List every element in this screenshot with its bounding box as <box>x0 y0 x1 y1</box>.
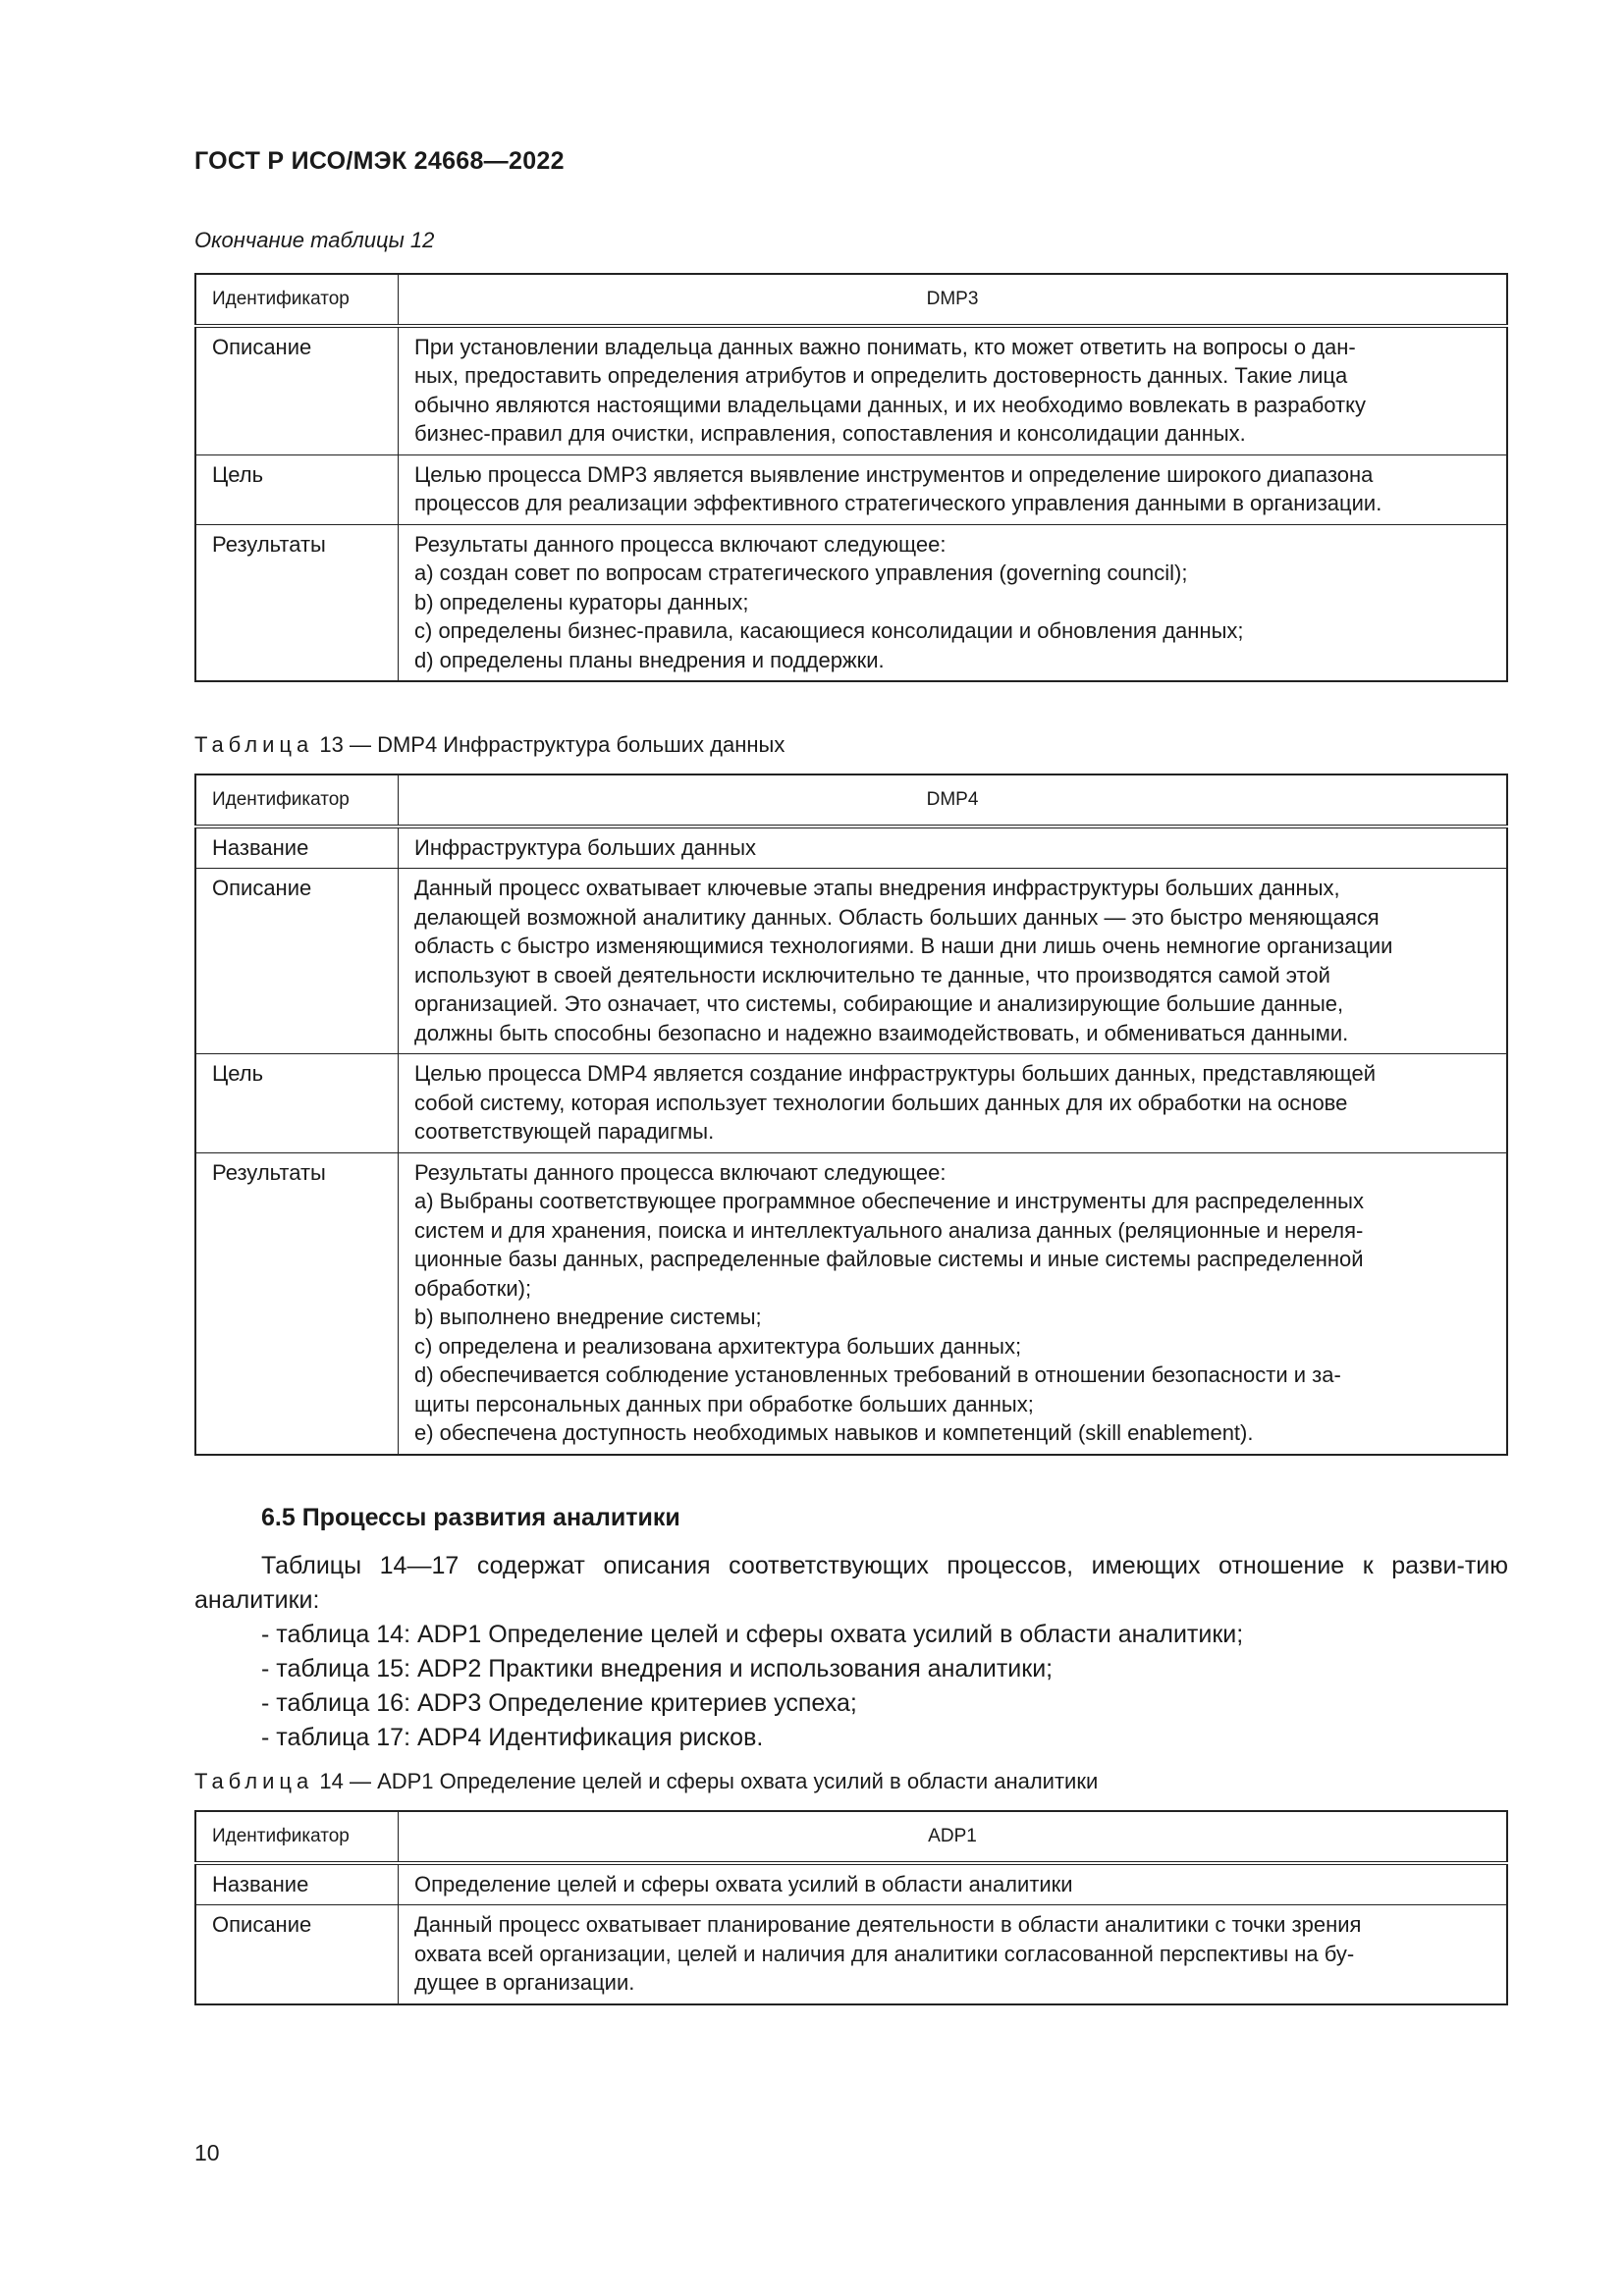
table-row <box>195 1905 1507 2004</box>
row-label: Результаты <box>195 1152 399 1455</box>
text-line: Результаты данного процесса включают следующее: <box>414 1159 947 1185</box>
table-14-caption <box>194 1769 1098 1794</box>
text-line: При установлении владельца данных важно понимать, кто может ответить на вопросы о дан- <box>414 334 1356 359</box>
row-value <box>399 454 1508 524</box>
text-line: используют в своей деятельности исключительно те данные, что производятся самой этой <box>414 962 1330 988</box>
row-label: Название <box>195 827 399 869</box>
text-line: c) определена и реализована архитектура больших данных; <box>414 1333 1022 1359</box>
text-line: a) создан совет по вопросам стратегического управления (governing council); <box>414 561 1188 585</box>
table-row <box>195 1863 1507 1905</box>
table-12-continuation-caption: Окончание таблицы 12 <box>194 228 435 252</box>
caption-word: Таблица <box>194 1769 314 1793</box>
text-line: щиты персональных данных при обработке больших данных; <box>414 1391 1034 1416</box>
list-item: - таблица 16: ADP3 Определение критериев успеха; <box>261 1689 857 1717</box>
row-value <box>399 1054 1508 1153</box>
text-line: a) Выбраны соответствующее программное обеспечение и инструменты для распределенных <box>414 1189 1364 1213</box>
caption-word: Таблица <box>194 732 314 757</box>
section-paragraph: Таблицы 14—17 содержат описания соответствующих процессов, имеющих отношение к разви-тию аналитики: <box>194 1552 1508 1614</box>
table-row <box>195 827 1507 869</box>
text-line: d) обеспечивается соблюдение установленных требований в отношении безопасности и за- <box>414 1362 1341 1387</box>
page-number: 10 <box>194 2140 220 2165</box>
caption-text: 13 — DMP4 Инфраструктура больших данных <box>313 732 785 757</box>
row-value <box>399 869 1508 1054</box>
row-value <box>399 524 1508 681</box>
table-12 <box>194 273 1508 682</box>
table-row <box>195 1054 1507 1153</box>
row-label: Цель <box>195 1054 399 1153</box>
row-value <box>399 1863 1508 1905</box>
table-list <box>261 1618 1243 1755</box>
row-label: Описание <box>195 869 399 1054</box>
row-label: Результаты <box>195 524 399 681</box>
table-header-row <box>195 774 1507 827</box>
table-14 <box>194 1810 1508 2005</box>
row-value <box>399 326 1508 455</box>
text-line: соответствующей парадигмы. <box>414 1119 715 1144</box>
table-header-row <box>195 1811 1507 1863</box>
row-label: Описание <box>195 1905 399 2004</box>
text-line: делающей возможной аналитику данных. Область больших данных — это быстро меняющаяся <box>414 904 1380 930</box>
id-value: DMP3 <box>399 274 1508 326</box>
table-13-caption <box>194 732 785 758</box>
row-label: Название <box>195 1863 399 1905</box>
text-line: должны быть способны безопасно и надежно взаимодействовать, и обмениваться данными. <box>414 1020 1349 1045</box>
text-line: b) выполнено внедрение системы; <box>414 1305 762 1329</box>
list-item: - таблица 17: ADP4 Идентификация рисков. <box>261 1724 764 1751</box>
text-line: охвата всей организации, целей и наличия для аналитики согласованной перспективы на бу- <box>414 1941 1355 1966</box>
row-value <box>399 827 1508 869</box>
standard-title: ГОСТ Р ИСО/МЭК 24668—2022 <box>194 147 565 175</box>
text-line: обработки); <box>414 1275 532 1301</box>
table-row <box>195 869 1507 1054</box>
list-item: - таблица 15: ADP2 Практики внедрения и использования аналитики; <box>261 1655 1054 1682</box>
row-value <box>399 1152 1508 1455</box>
text-line: процессов для реализации эффективного стратегического управления данными в организации. <box>414 491 1382 515</box>
text-line: Инфраструктура больших данных <box>414 834 757 860</box>
id-label: Идентификатор <box>195 1811 399 1863</box>
id-value: DMP4 <box>399 774 1508 827</box>
text-line: b) определены кураторы данных; <box>414 589 749 614</box>
text-line: область с быстро изменяющимися технологиями. В наши дни лишь очень немногие организации <box>414 934 1393 958</box>
text-line: дущее в организации. <box>414 1970 635 1995</box>
text-line: Данный процесс охватывает ключевые этапы внедрения инфраструктуры больших данных, <box>414 876 1340 900</box>
list-item: - таблица 14: ADP1 Определение целей и сферы охвата усилий в области аналитики; <box>261 1621 1244 1648</box>
table-row <box>195 454 1507 524</box>
text-line: Результаты данного процесса включают следующее: <box>414 531 947 557</box>
table-header-row <box>195 274 1507 326</box>
text-line: Целью процесса DMP4 является создание инфраструктуры больших данных, представляющей <box>414 1061 1377 1086</box>
text-line: бизнес-правил для очистки, исправления, сопоставления и консолидации данных. <box>414 421 1246 446</box>
row-label: Цель <box>195 454 399 524</box>
text-line: Определение целей и сферы охвата усилий в области аналитики <box>414 1871 1073 1896</box>
id-label: Идентификатор <box>195 274 399 326</box>
section-heading: 6.5 Процессы развития аналитики <box>261 1504 680 1531</box>
text-line: систем и для хранения, поиска и интеллектуального анализа данных (реляционные и нереля- <box>414 1217 1364 1243</box>
row-label: Описание <box>195 326 399 455</box>
id-value: ADP1 <box>399 1811 1508 1863</box>
table-row <box>195 326 1507 455</box>
text-line: Данный процесс охватывает планирование деятельности в области аналитики с точки зрения <box>414 1912 1362 1937</box>
text-line: d) определены планы внедрения и поддержки. <box>414 647 885 672</box>
table-row <box>195 1152 1507 1455</box>
table-row <box>195 524 1507 681</box>
caption-text: 14 — ADP1 Определение целей и сферы охвата усилий в области аналитики <box>313 1769 1099 1793</box>
text-line: собой систему, которая использует технологии больших данных для их обработки на основе <box>414 1090 1348 1115</box>
text-line: c) определены бизнес-правила, касающиеся консолидации и обновления данных; <box>414 618 1244 643</box>
text-line: ных, предоставить определения атрибутов и определить достоверность данных. Такие лица <box>414 363 1348 388</box>
text-line: e) обеспечена доступность необходимых навыков и компетенций (skill enablement). <box>414 1420 1254 1445</box>
text-line: ционные базы данных, распределенные файловые системы и иные системы распределенной <box>414 1247 1364 1271</box>
text-line: организацией. Это означает, что системы, собирающие и анализирующие большие данные, <box>414 991 1344 1016</box>
table-13 <box>194 774 1508 1456</box>
text-line: Целью процесса DMP3 является выявление инструментов и определение широкого диапазона <box>414 461 1374 487</box>
id-label: Идентификатор <box>195 774 399 827</box>
row-value <box>399 1905 1508 2004</box>
text-line: обычно являются настоящими владельцами данных, и их необходимо вовлекать в разработку <box>414 392 1366 417</box>
